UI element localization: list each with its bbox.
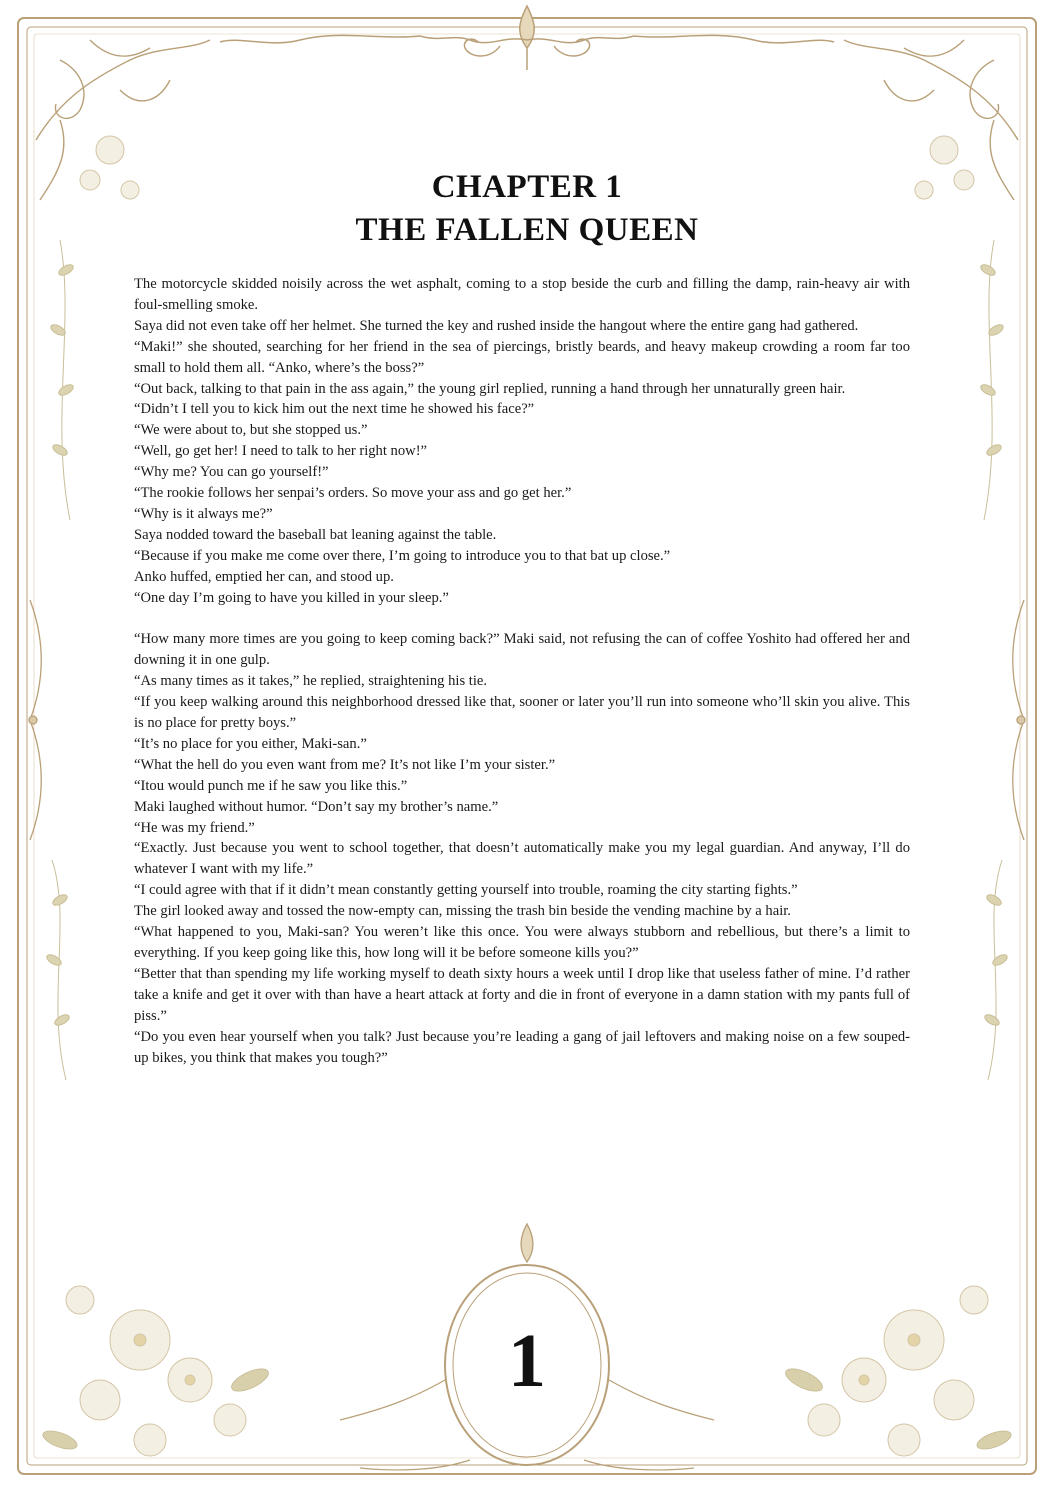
top-fleur-ornament xyxy=(220,6,834,70)
body-paragraph: “What the hell do you even want from me? It’s not like I’m your sister.” xyxy=(134,756,556,773)
body-paragraph: “Why is it always me?” xyxy=(134,505,273,522)
body-paragraph: “Better that than spending my life working myself to death sixty hours a week until I drop like that useless father of mine. I’d rather take a knife and get it over with than have a heart attack at forty and die in front of everyone in a damn station with my pants full of piss.” xyxy=(134,965,910,1024)
right-vine xyxy=(979,240,1009,1080)
chapter-number-heading: CHAPTER 1 xyxy=(431,169,623,205)
body-paragraph: “What happened to you, Maki-san? You weren’t like this once. You were always stubborn and rebellious, but there’s a limit to everything. If you keep going like this, how long will it be before someone kills you?” xyxy=(134,924,910,961)
body-paragraph: “Because if you make me come over there, I’m going to introduce you to that bat up close.” xyxy=(134,547,671,564)
body-paragraph: “One day I’m going to have you killed in your sleep.” xyxy=(134,589,449,606)
body-paragraph: “It’s no place for you either, Maki-san.” xyxy=(134,735,367,752)
body-paragraph: The motorcycle skidded noisily across the wet asphalt, coming to a stop beside the curb and filling the damp, rain-heavy air with foul-smelling smoke. xyxy=(134,276,910,313)
body-paragraph: “Well, go get her! I need to talk to her right now!” xyxy=(134,443,428,460)
body-paragraph: “Why me? You can go yourself!” xyxy=(134,464,329,481)
body-paragraph: Maki laughed without humor. “Don’t say my brother’s name.” xyxy=(134,798,499,815)
body-paragraph: The girl looked away and tossed the now-empty can, missing the trash bin beside the vending machine by a hair. xyxy=(134,903,791,920)
body-paragraph: “We were about to, but she stopped us.” xyxy=(134,422,368,439)
body-paragraph: “How many more times are you going to keep coming back?” Maki said, not refusing the can of coffee Yoshito had offered her and downing it in one gulp. xyxy=(134,631,910,669)
body-paragraph: “If you keep walking around this neighborhood dressed like that, sooner or later you’ll run into someone who’ll skin you alive. This is no place for pretty boys.” xyxy=(134,694,910,732)
left-vine xyxy=(45,240,75,1080)
body-paragraph: Saya did not even take off her helmet. She turned the key and rushed inside the hangout where the entire gang had gathered. xyxy=(134,317,859,334)
paragraph-break xyxy=(134,609,910,630)
body-paragraph: “The rookie follows her senpai’s orders. So move your ass and go get her.” xyxy=(134,485,572,502)
page-number: 1 xyxy=(508,1319,546,1403)
body-paragraph: “Out back, talking to that pain in the ass again,” the young girl replied, running a hand through her unnaturally green hair. xyxy=(134,380,846,397)
body-paragraph: Saya nodded toward the baseball bat leaning against the table. xyxy=(134,526,497,543)
body-paragraph: “Exactly. Just because you went to school together, that doesn’t automatically make you my legal guardian. And anyway, I’ll do whatever I want with my life.” xyxy=(134,840,910,878)
body-paragraph: “Do you even hear yourself when you talk? Just because you’re leading a gang of jail leftovers and making noise on a few souped-up bikes, you think that makes you tough?” xyxy=(134,1028,910,1066)
body-paragraph: “As many times as it takes,” he replied, straightening his tie. xyxy=(134,673,488,690)
body-paragraph: “Didn’t I tell you to kick him out the next time he showed his face?” xyxy=(134,401,535,418)
body-paragraph: “Maki!” she shouted, searching for her friend in the sea of piercings, bristly beards, and heavy makeup crowding a room far too small to hold them all. “Anko, where’s the boss?” xyxy=(134,338,910,376)
body-paragraph: “Itou would punch me if he saw you like this.” xyxy=(134,777,408,794)
left-side-ornament xyxy=(29,600,41,840)
right-side-ornament xyxy=(1013,600,1025,840)
body-paragraph: “I could agree with that if it didn’t mean constantly getting yourself into trouble, roaming the city starting fights.” xyxy=(134,882,798,899)
body-paragraph: Anko huffed, emptied her can, and stood up. xyxy=(134,568,394,585)
chapter-title-heading: THE FALLEN QUEEN xyxy=(355,212,699,248)
body-paragraph: “He was my friend.” xyxy=(134,819,255,836)
chapter-body-text xyxy=(134,274,910,1068)
